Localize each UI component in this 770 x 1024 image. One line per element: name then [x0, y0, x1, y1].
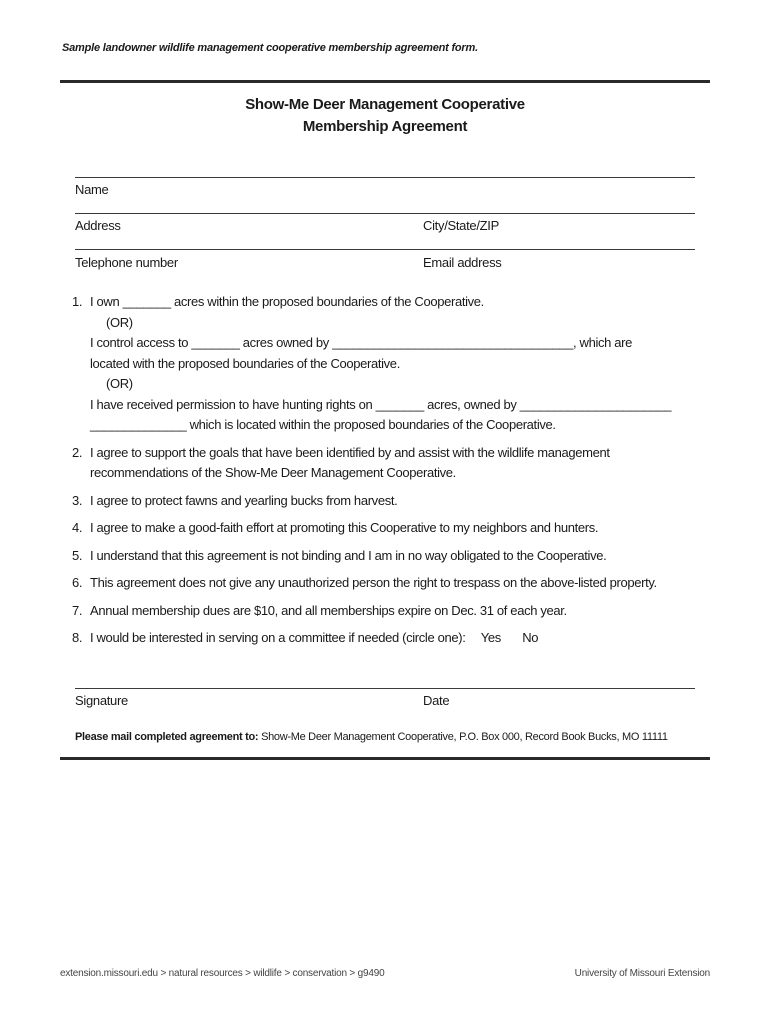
telephone-line[interactable] [75, 249, 695, 250]
title-line-1: Show-Me Deer Management Cooperative [245, 96, 525, 113]
bottom-divider [60, 757, 710, 760]
yes-option[interactable]: Yes [480, 630, 501, 645]
item-number: 1. [72, 294, 83, 309]
item-2 [72, 443, 712, 484]
date-label: Date [423, 693, 450, 708]
item-8-text: I would be interested in serving on a committee if needed (circle one): [90, 630, 466, 645]
top-divider [60, 80, 710, 83]
item-8 [72, 628, 712, 649]
item-2-line-1: I agree to support the goals that have been identified by and assist with the wildlife management [90, 444, 610, 460]
item-number: 7. [72, 602, 83, 618]
item-7 [72, 601, 712, 622]
item-number: 5. [72, 547, 83, 563]
name-line[interactable] [75, 177, 695, 178]
mail-address: Show-Me Deer Management Cooperative, P.O. Box 000, Record Book Bucks, MO 11111 [261, 731, 668, 743]
item-1-line-2: I control access to _______ acres owned by ___________________________________, which are [90, 335, 633, 350]
item-1-or-2: (OR) [106, 376, 133, 391]
item-1-line-4: I have received permission to have hunting rights on _______ acres, owned by ______________________ [90, 396, 672, 412]
item-4 [72, 518, 712, 539]
mail-label: Please mail completed agreement to: [75, 731, 259, 743]
item-7-text: Annual membership dues are $10, and all memberships expire on Dec. 31 of each year. [90, 602, 567, 618]
signature-line[interactable] [75, 688, 695, 689]
item-2-line-2: recommendations of the Show-Me Deer Management Cooperative. [90, 465, 456, 480]
telephone-label: Telephone number [75, 255, 178, 270]
item-number: 8. [72, 630, 83, 645]
city-state-zip-label: City/State/ZIP [423, 218, 499, 233]
item-1-line-3: located with the proposed boundaries of the Cooperative. [90, 355, 400, 371]
item-3 [72, 491, 712, 512]
item-6 [72, 573, 712, 594]
item-1-line-5: ______________ which is located within the proposed boundaries of the Cooperative. [90, 417, 556, 432]
item-5 [72, 546, 712, 567]
item-5-text: I understand that this agreement is not binding and I am in no way obligated to the Cooperative. [90, 547, 607, 563]
no-option[interactable]: No [522, 630, 539, 645]
address-line[interactable] [75, 213, 695, 214]
item-4-text: I agree to make a good-faith effort at promoting this Cooperative to my neighbors and hunters. [90, 520, 599, 535]
item-1-line-1: I own _______ acres within the proposed boundaries of the Cooperative. [90, 294, 484, 309]
item-1-or-1: (OR) [106, 314, 133, 330]
item-number: 4. [72, 520, 83, 535]
footer-publisher: University of Missouri Extension [574, 968, 710, 979]
title-line-2: Membership Agreement [302, 118, 468, 135]
item-3-text: I agree to protect fawns and yearling bucks from harvest. [90, 492, 398, 508]
mailing-instructions [75, 731, 668, 743]
item-number: 2. [72, 444, 83, 460]
item-1 [72, 292, 712, 436]
form-caption: Sample landowner wildlife management cooperative membership agreement form. [62, 42, 478, 54]
item-number: 6. [72, 575, 83, 590]
item-6-text: This agreement does not give any unauthorized person the right to trespass on the above-listed property. [90, 575, 657, 590]
email-label: Email address [423, 255, 502, 270]
page-title [60, 94, 710, 138]
signature-label: Signature [75, 693, 128, 708]
footer-breadcrumb: extension.missouri.edu > natural resources > wildlife > conservation > g9490 [60, 968, 385, 979]
item-number: 3. [72, 492, 83, 508]
address-label: Address [75, 218, 121, 233]
name-label: Name [75, 182, 109, 197]
agreement-items [72, 292, 712, 649]
